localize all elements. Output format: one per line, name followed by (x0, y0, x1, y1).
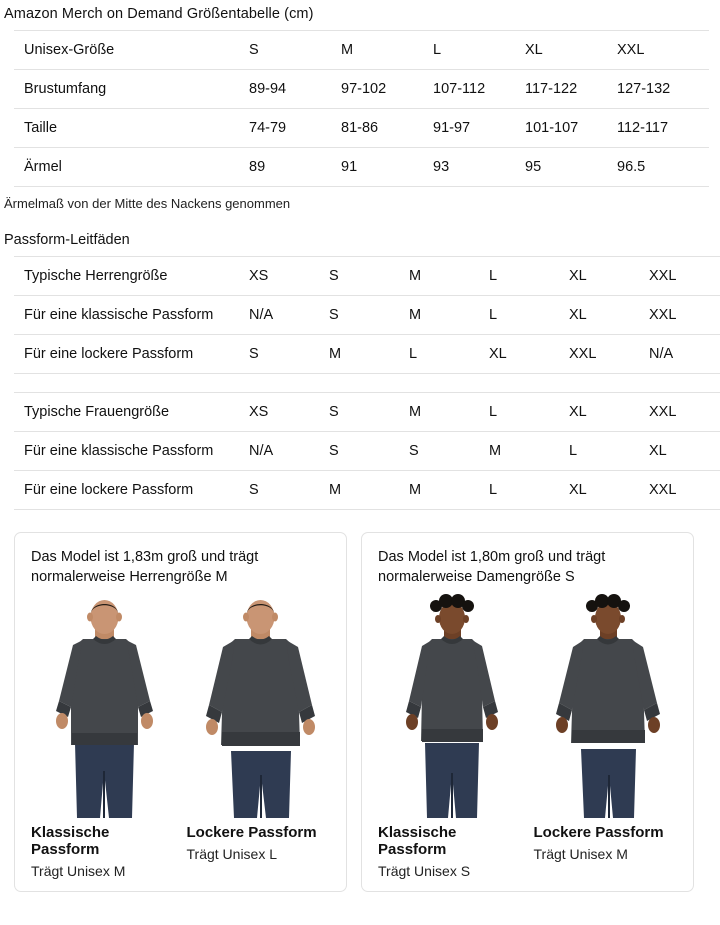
female-model-relaxed-illustration (534, 593, 681, 818)
model-figures (378, 593, 677, 818)
cell: 95 (525, 148, 617, 187)
cell: S (249, 471, 329, 510)
table-row (14, 432, 720, 471)
cell: 91 (341, 148, 433, 187)
cell: N/A (249, 296, 329, 335)
cell: XXL (649, 296, 720, 335)
cell: L (489, 257, 569, 296)
cell: 96.5 (617, 148, 709, 187)
model-caption: Das Model ist 1,80m groß und trägt normalerweise Damengröße S (378, 549, 606, 585)
cell: N/A (249, 432, 329, 471)
cell: XL (525, 31, 617, 70)
model-card-male (14, 532, 347, 892)
row-label: Brustumfang (14, 70, 249, 109)
cell: XL (489, 335, 569, 374)
fit-name: Klassische Passform (378, 824, 457, 858)
cell: S (329, 393, 409, 432)
fit-name: Lockere Passform (533, 824, 664, 841)
table-row (14, 31, 709, 70)
mens-fit-table (14, 256, 720, 374)
figure-relaxed-fit-female (534, 593, 678, 818)
row-label: Typische Herrengröße (14, 257, 249, 296)
cell: S (249, 335, 329, 374)
cell: 97-102 (341, 70, 433, 109)
cell: XXL (569, 335, 649, 374)
cell: XL (649, 432, 720, 471)
fit-guides-label: Passform-Leitfäden (4, 232, 130, 248)
cell: M (329, 471, 409, 510)
cell: 93 (433, 148, 525, 187)
cell: XXL (649, 257, 720, 296)
page-title: Amazon Merch on Demand Größentabelle (cm) (4, 6, 314, 22)
cell: M (409, 257, 489, 296)
cell: XL (569, 257, 649, 296)
model-card-female (361, 532, 694, 892)
table-row (14, 335, 720, 374)
cell: N/A (649, 335, 720, 374)
cell: M (329, 335, 409, 374)
cell: XL (569, 471, 649, 510)
fit-name: Lockere Passform (186, 824, 317, 841)
cell: L (489, 296, 569, 335)
cell: S (249, 31, 341, 70)
womens-fit-table (14, 392, 720, 510)
figure-classic-fit-female (378, 593, 522, 818)
fit-size: Trägt Unisex M (31, 863, 126, 879)
cell: M (409, 393, 489, 432)
male-model-classic-illustration (31, 593, 178, 818)
cell: XS (249, 393, 329, 432)
fit-size: Trägt Unisex S (378, 863, 471, 879)
cell: S (329, 257, 409, 296)
cell: L (409, 335, 489, 374)
sleeve-measurement-note: Ärmelmaß von der Mitte des Nackens genommen (4, 196, 291, 211)
table-row (14, 257, 720, 296)
table-row (14, 296, 720, 335)
cell: XXL (649, 471, 720, 510)
figure-label-classic (378, 824, 522, 879)
row-label: Typische Frauengröße (14, 393, 249, 432)
cell: 89-94 (249, 70, 341, 109)
figure-label-relaxed (534, 824, 678, 879)
table-spacer (0, 374, 720, 392)
figure-classic-fit-male (31, 593, 175, 818)
cell: S (329, 432, 409, 471)
cell: 117-122 (525, 70, 617, 109)
model-figure-labels (31, 824, 330, 879)
cell: L (489, 471, 569, 510)
row-label: Für eine lockere Passform (14, 471, 249, 510)
row-label: Für eine klassische Passform (14, 432, 249, 471)
cell: 127-132 (617, 70, 709, 109)
female-model-classic-illustration (378, 593, 525, 818)
cell: S (409, 432, 489, 471)
cell: XL (569, 393, 649, 432)
table-row (14, 148, 709, 187)
model-caption: Das Model ist 1,83m groß und trägt normalerweise Herrengröße M (31, 549, 259, 585)
cell: XL (569, 296, 649, 335)
cell: 101-107 (525, 109, 617, 148)
row-label: Für eine klassische Passform (14, 296, 249, 335)
fit-name: Klassische Passform (31, 824, 110, 858)
table-row (14, 109, 709, 148)
model-cards-row (14, 532, 706, 892)
cell: XXL (617, 31, 709, 70)
model-figure-labels (378, 824, 677, 879)
cell: L (569, 432, 649, 471)
cell: XXL (649, 393, 720, 432)
cell: L (433, 31, 525, 70)
table-row (14, 70, 709, 109)
cell: 107-112 (433, 70, 525, 109)
unisex-size-table (14, 30, 709, 187)
male-model-relaxed-illustration (187, 593, 334, 818)
cell: M (489, 432, 569, 471)
model-figures (31, 593, 330, 818)
fit-size: Trägt Unisex M (533, 846, 628, 862)
cell: 91-97 (433, 109, 525, 148)
cell: S (329, 296, 409, 335)
row-label: Unisex-Größe (14, 31, 249, 70)
cell: M (409, 296, 489, 335)
row-label: Taille (14, 109, 249, 148)
figure-label-relaxed (187, 824, 331, 879)
cell: 112-117 (617, 109, 709, 148)
table-row (14, 471, 720, 510)
table-row (14, 393, 720, 432)
row-label: Für eine lockere Passform (14, 335, 249, 374)
cell: M (341, 31, 433, 70)
row-label: Ärmel (14, 148, 249, 187)
cell: 74-79 (249, 109, 341, 148)
cell: 81-86 (341, 109, 433, 148)
fit-size: Trägt Unisex L (186, 846, 278, 862)
figure-label-classic (31, 824, 175, 879)
cell: M (409, 471, 489, 510)
cell: 89 (249, 148, 341, 187)
cell: XS (249, 257, 329, 296)
cell: L (489, 393, 569, 432)
figure-relaxed-fit-male (187, 593, 331, 818)
